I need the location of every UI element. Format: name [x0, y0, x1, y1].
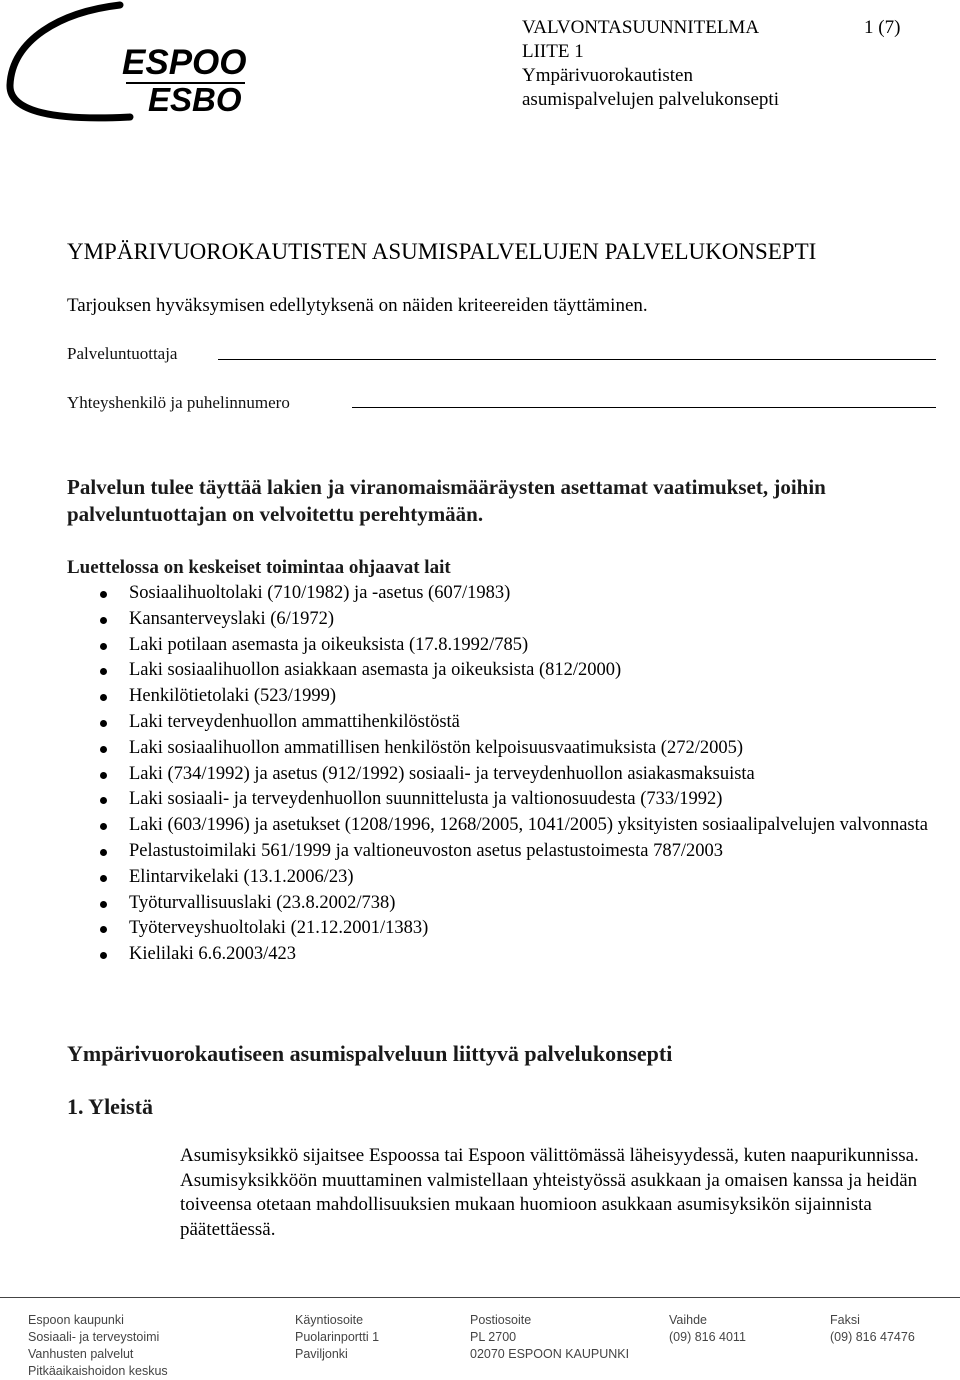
espoo-logo [0, 0, 260, 125]
footer-text: Puolarinportti 1 [295, 1330, 380, 1344]
law-item: Laki terveydenhuollon ammattihenkilöstöstä [100, 710, 940, 736]
footer-text: Espoon kaupunki [28, 1313, 124, 1327]
footer-text: Paviljonki [295, 1347, 348, 1361]
law-item: Laki potilaan asemasta ja oikeuksista (17.8.1992/785) [100, 633, 940, 659]
footer-text: Pitkäaikaishoidon keskus [28, 1364, 168, 1378]
contact-label: Yhteyshenkilö ja puhelinnumero [67, 393, 290, 412]
footer-divider [0, 1297, 960, 1298]
law-item: Työterveyshuoltolaki (21.12.2001/1383) [100, 916, 940, 942]
document-header [522, 16, 779, 112]
requirements-paragraph: Palvelun tulee täyttää lakien ja viranomaismääräysten asettamat vaatimukset, joihin palveluntuottajan on velvoitettu perehtymään. [67, 475, 826, 526]
footer-text: 02070 ESPOON KAUPUNKI [470, 1347, 630, 1361]
header-line: VALVONTASUUNNITELMA [522, 17, 760, 38]
footer-text: Sosiaali- ja terveystoimi [28, 1330, 160, 1344]
law-item: Työturvallisuuslaki (23.8.2002/738) [100, 891, 940, 917]
footer-column-visiting-address [295, 1312, 379, 1363]
provider-label: Palveluntuottaja [67, 344, 178, 363]
law-item: Laki sosiaalihuollon ammatillisen henkilöstön kelpoisuusvaatimuksista (272/2005) [100, 736, 940, 762]
law-item: Laki (603/1996) ja asetukset (1208/1996, 1268/2005, 1041/2005) yksityisten sosiaalipalvelujen valvonnasta [100, 813, 940, 839]
footer-text: Postiosoite [470, 1313, 532, 1327]
document-title: YMPÄRIVUOROKAUTISTEN ASUMISPALVELUJEN PALVELUKONSEPTI [67, 239, 817, 264]
offer-note: Tarjouksen hyväksymisen edellytyksenä on näiden kriteereiden täyttäminen. [67, 295, 648, 316]
laws-list [100, 581, 940, 968]
law-item: Elintarvikelaki (13.1.2006/23) [100, 865, 940, 891]
header-line: LIITE 1 [522, 41, 584, 62]
footer-column-postal-address [470, 1312, 629, 1363]
footer-text: Käyntiosoite [295, 1313, 364, 1327]
laws-heading: Luettelossa on keskeiset toimintaa ohjaavat lait [67, 557, 451, 578]
logo-swoosh [10, 5, 130, 118]
law-item: Kansanterveyslaki (6/1972) [100, 607, 940, 633]
section-title: 1. Yleistä [67, 1094, 153, 1119]
concept-subtitle: Ympärivuorokautiseen asumispalveluun liittyvä palvelukonsepti [67, 1041, 673, 1066]
footer-text: PL 2700 [470, 1330, 517, 1344]
section-body: Asumisyksikkö sijaitsee Espoossa tai Espoon välittömässä läheisyydessä, kuten naapurikunnissa. Asumisyksikköön muuttaminen valmistellaan yhteistyössä asukkaan ja omaisen kanssa ja heidän toiveensa otetaan mahdollisuuksien mukaan huomioon asukkaan asumisyksikön sijainnista päätettäessä. [180, 1145, 919, 1240]
law-item: Laki sosiaalihuollon asiakkaan asemasta ja oikeuksista (812/2000) [100, 658, 940, 684]
page-number: 1 (7) [864, 17, 901, 38]
footer-column-switchboard [669, 1312, 746, 1346]
logo-line-2: ESBO [148, 81, 242, 118]
logo-line-1: ESPOO [122, 43, 247, 82]
law-item: Pelastustoimilaki 561/1999 ja valtioneuvoston asetus pelastustoimesta 787/2003 [100, 839, 940, 865]
law-item: Sosiaalihuoltolaki (710/1982) ja -asetus (607/1983) [100, 581, 940, 607]
law-item: Laki sosiaali- ja terveydenhuollon suunnittelusta ja valtionosuudesta (733/1992) [100, 787, 940, 813]
footer-text: Faksi [830, 1313, 860, 1327]
provider-field[interactable] [218, 359, 936, 360]
header-line: asumispalvelujen palvelukonsepti [522, 89, 779, 110]
footer-column-fax [830, 1312, 915, 1346]
law-item: Kielilaki 6.6.2003/423 [100, 942, 940, 968]
footer-column-organization [28, 1312, 168, 1380]
header-line: Ympärivuorokautisten [522, 65, 693, 86]
law-item: Henkilötietolaki (523/1999) [100, 684, 940, 710]
contact-field[interactable] [352, 407, 936, 408]
footer-text: Vaihde [669, 1313, 707, 1327]
footer-text: (09) 816 47476 [830, 1330, 915, 1344]
footer-text: (09) 816 4011 [669, 1330, 746, 1344]
law-item: Laki (734/1992) ja asetus (912/1992) sosiaali- ja terveydenhuollon asiakasmaksuista [100, 762, 940, 788]
footer-text: Vanhusten palvelut [28, 1347, 134, 1361]
